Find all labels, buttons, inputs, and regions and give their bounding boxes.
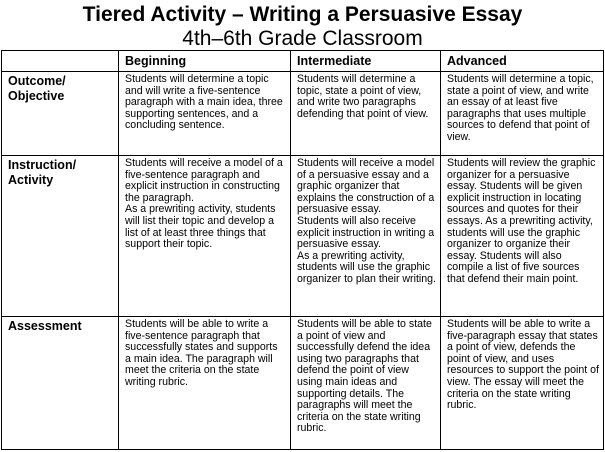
row-header-assessment [2, 317, 119, 450]
table-row [2, 156, 604, 317]
row-header-instruction-activity [2, 156, 119, 317]
cell-assessment-intermediate: Students will be able to state a point of view and successfully defend the idea using two paragraphs that defend the point of view using main ideas and supporting details. The paragraphs will meet the criteria on the state writing rubric. [291, 317, 441, 450]
cell-assessment-beginning: Students will be able to write a five-sentence paragraph that successfully states and supports a main idea. The paragraph will meet the criteria on the state writing rubric. [119, 317, 291, 450]
page-title: Tiered Activity – Writing a Persuasive Essay [82, 3, 523, 26]
table-row [2, 72, 604, 156]
row-header-outcome-objective [2, 72, 119, 156]
cell-outcome-intermediate: Students will determine a topic, state a point of view, and write two paragraphs defending that point of view. [291, 72, 441, 156]
tiered-activity-table [1, 50, 604, 450]
cell-outcome-beginning: Students will determine a topic and will write a five-sentence paragraph with a main idea, three supporting sentences, and a concluding sentence. [119, 72, 291, 156]
row-header-label: Assessment [8, 319, 82, 333]
table-row [2, 317, 604, 450]
cell-instruction-intermediate: Students will receive a model of a persuasive essay and a graphic organizer that explains the construction of a persuasive essay. Students will also receive explicit instruction in writing a persuasive essay. As a prewriting activity, students will use the graphic organizer to plan their writing. [291, 156, 441, 317]
cell-outcome-advanced: Students will determine a topic, state a point of view, and write an essay of at least five paragraphs that uses multiple sources to defend that point of view. [441, 72, 604, 156]
cell-assessment-advanced: Students will be able to write a five-paragraph essay that states a point of view, defends the point of view, and uses resources to support the point of view. The essay will meet the criteria on the state writing rubric. [441, 317, 604, 450]
page-subtitle: 4th–6th Grade Classroom [182, 27, 423, 50]
column-header-advanced: Advanced [441, 51, 604, 72]
cell-instruction-advanced: Students will review the graphic organizer for a persuasive essay. Students will be given explicit instruction in locating sources and quotes for their essays. As a prewriting activity, students will use the graphic organizer to organize their essay. Students will also compile a list of five sources that defend their main point. [441, 156, 604, 317]
column-header-beginning: Beginning [119, 51, 291, 72]
row-header-label: Instruction/ Activity [8, 158, 77, 187]
column-header-intermediate: Intermediate [291, 51, 441, 72]
row-header-label: Outcome/ Objective [8, 74, 66, 103]
cell-instruction-beginning: Students will receive a model of a five-sentence paragraph and explicit instruction in constructing the paragraph. As a prewriting activity, students will list their topic and develop a list of at least three things that support their topic. [119, 156, 291, 317]
header-row [2, 51, 604, 72]
corner-cell [2, 51, 119, 72]
